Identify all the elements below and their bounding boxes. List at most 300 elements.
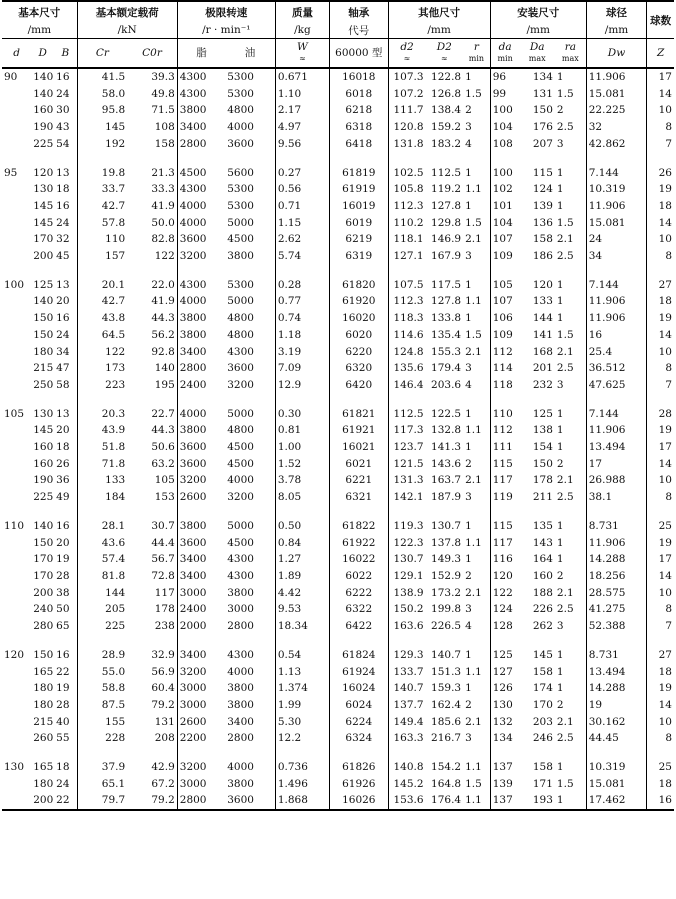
group-spacer xyxy=(2,153,674,165)
table-cell xyxy=(2,601,31,618)
table-cell: 153 xyxy=(127,489,177,506)
table-cell: 144 xyxy=(105,586,126,599)
table-cell: 4800 xyxy=(225,102,275,119)
table-cell: 127.1 xyxy=(393,250,424,263)
table-cell: 115 xyxy=(532,166,553,179)
col-d: d xyxy=(2,39,31,69)
table-cell: 226 xyxy=(532,603,553,616)
spacer-cell xyxy=(586,394,647,406)
table-cell: 43.9 xyxy=(101,424,126,437)
col-ra xyxy=(555,39,586,69)
table-cell: 11.906 xyxy=(586,422,647,439)
table-cell: 49.8 xyxy=(127,86,177,103)
table-cell: 158 xyxy=(532,665,553,678)
spacer-cell xyxy=(77,747,127,759)
table-cell: 65.1 xyxy=(101,777,126,790)
table-cell: 16019 xyxy=(330,198,388,215)
table-cell: 24 xyxy=(54,215,77,232)
spacer-cell xyxy=(330,153,388,165)
table-cell: 8 xyxy=(665,250,672,263)
table-row xyxy=(2,406,674,423)
table-cell: 3 xyxy=(463,119,490,136)
table-cell: 173 xyxy=(105,362,126,375)
table-cell: 12.9 xyxy=(275,377,329,394)
table-row xyxy=(2,215,674,232)
table-cell: 1.1 xyxy=(463,422,490,439)
spacer-cell xyxy=(275,747,329,759)
table-cell: 2 xyxy=(463,568,490,585)
table-cell: 14.288 xyxy=(586,680,647,697)
table-row xyxy=(2,327,674,344)
table-cell: 1.10 xyxy=(275,86,329,103)
table-cell: 42.7 xyxy=(101,199,126,212)
table-cell: 228 xyxy=(105,732,126,745)
table-cell: 138.9 xyxy=(393,586,424,599)
table-cell: 20.1 xyxy=(101,278,126,291)
table-cell: 1 xyxy=(463,647,490,664)
table-row xyxy=(2,86,674,103)
table-cell: 28 xyxy=(54,568,77,585)
table-cell: 144 xyxy=(532,312,553,325)
table-cell: 25.4 xyxy=(586,344,647,361)
spacer-cell xyxy=(31,394,54,406)
table-cell: 58.0 xyxy=(101,87,126,100)
spacer-cell xyxy=(127,394,177,406)
table-cell xyxy=(2,310,31,327)
table-cell: 4300 xyxy=(179,278,207,291)
col-r-sub: min xyxy=(468,54,485,63)
table-row xyxy=(2,277,674,294)
table-cell: 137 xyxy=(492,761,513,774)
table-cell: 3800 xyxy=(179,519,207,532)
table-cell: 117 xyxy=(492,536,513,549)
table-cell: 107 xyxy=(492,233,513,246)
install-size-header: 安装尺寸 xyxy=(490,1,586,22)
table-cell: 9.56 xyxy=(275,136,329,153)
table-cell: 3600 xyxy=(225,792,275,810)
table-cell: 183.2 xyxy=(431,137,462,150)
table-cell: 155.3 xyxy=(431,345,462,358)
table-cell: 61819 xyxy=(330,165,388,182)
col-D: D xyxy=(31,39,54,69)
table-cell xyxy=(2,535,31,552)
table-cell: 16 xyxy=(586,327,647,344)
table-row xyxy=(2,377,674,394)
table-cell: 1.496 xyxy=(275,776,329,793)
table-cell: 6019 xyxy=(330,215,388,232)
table-cell: 168 xyxy=(532,345,553,358)
table-cell: 131.8 xyxy=(393,137,424,150)
bearing-table xyxy=(2,0,674,811)
bearing-code-header: 轴承 xyxy=(330,1,388,22)
table-cell: 136 xyxy=(532,216,553,229)
spacer-cell xyxy=(54,747,77,759)
table-cell: 110 xyxy=(492,407,513,420)
table-cell: 6324 xyxy=(330,730,388,747)
table-cell: 41.275 xyxy=(586,601,647,618)
table-cell: 52.388 xyxy=(586,618,647,635)
table-cell xyxy=(2,231,31,248)
group-spacer xyxy=(2,394,674,406)
group-spacer xyxy=(2,635,674,647)
spacer-cell xyxy=(127,153,177,165)
table-cell: 111 xyxy=(492,441,513,454)
spacer-cell xyxy=(2,265,31,277)
table-cell: 1.5 xyxy=(463,215,490,232)
table-cell: 61922 xyxy=(330,535,388,552)
table-cell: 5000 xyxy=(225,518,275,535)
table-cell xyxy=(2,792,31,810)
spacer-cell xyxy=(519,506,554,518)
table-cell: 170 xyxy=(33,553,54,566)
table-cell: 150 xyxy=(33,648,54,661)
table-row xyxy=(2,535,674,552)
spacer-cell xyxy=(490,635,519,647)
table-cell: 0.50 xyxy=(275,518,329,535)
table-cell: 7.144 xyxy=(586,165,647,182)
table-cell: 223 xyxy=(105,378,126,391)
table-cell: 180 xyxy=(33,345,54,358)
spacer-cell xyxy=(275,394,329,406)
table-cell: 5000 xyxy=(225,293,275,310)
table-cell: 143 xyxy=(532,536,553,549)
table-cell: 1.15 xyxy=(275,215,329,232)
table-cell: 2.1 xyxy=(555,472,586,489)
table-cell: 110 xyxy=(4,519,25,532)
col-oil: 油 xyxy=(225,39,275,69)
table-cell: 149.4 xyxy=(393,715,424,728)
table-cell: 107 xyxy=(492,295,513,308)
table-cell xyxy=(2,439,31,456)
table-row xyxy=(2,759,674,776)
table-cell: 205 xyxy=(105,603,126,616)
other-size-unit: /mm xyxy=(388,22,490,39)
table-cell: 186 xyxy=(532,250,553,263)
table-row xyxy=(2,730,674,747)
col-Cr: Cr xyxy=(77,39,127,69)
table-cell: 7.144 xyxy=(586,406,647,423)
table-cell: 102 xyxy=(492,183,513,196)
table-cell: 0.30 xyxy=(275,406,329,423)
table-cell: 122 xyxy=(127,248,177,265)
table-row xyxy=(2,360,674,377)
table-cell: 226.5 xyxy=(431,620,462,633)
table-cell: 3000 xyxy=(225,601,275,618)
table-cell: 16 xyxy=(54,68,77,86)
table-row xyxy=(2,344,674,361)
spacer-cell xyxy=(555,265,586,277)
table-cell: 135 xyxy=(532,519,553,532)
table-cell: 4500 xyxy=(225,535,275,552)
spacer-cell xyxy=(31,153,54,165)
table-cell: 25 xyxy=(658,519,672,532)
table-cell: 4000 xyxy=(179,295,207,308)
col-W-label: W xyxy=(297,41,308,53)
table-cell: 145 xyxy=(532,648,553,661)
spacer-cell xyxy=(647,747,674,759)
table-cell: 111.7 xyxy=(393,104,424,117)
table-cell: 38 xyxy=(54,585,77,602)
table-cell: 137.8 xyxy=(431,536,462,549)
table-cell: 3400 xyxy=(179,121,207,134)
spacer-cell xyxy=(463,394,490,406)
table-cell xyxy=(2,489,31,506)
table-cell: 246 xyxy=(532,732,553,745)
table-cell: 55 xyxy=(54,730,77,747)
table-cell: 3 xyxy=(463,360,490,377)
table-cell: 1 xyxy=(555,680,586,697)
spacer-cell xyxy=(330,635,388,647)
table-cell: 140 xyxy=(33,519,54,532)
spacer-cell xyxy=(555,394,586,406)
table-cell: 129.1 xyxy=(393,569,424,582)
table-cell: 95 xyxy=(4,166,18,179)
table-cell: 6320 xyxy=(330,360,388,377)
table-cell: 188 xyxy=(532,586,553,599)
table-cell: 167.9 xyxy=(431,250,462,263)
table-cell: 6418 xyxy=(330,136,388,153)
spacer-cell xyxy=(555,506,586,518)
table-cell: 115 xyxy=(492,457,513,470)
table-cell: 14 xyxy=(658,216,672,229)
table-cell: 2.1 xyxy=(555,231,586,248)
table-cell: 3800 xyxy=(179,328,207,341)
table-cell: 215 xyxy=(33,715,54,728)
mass-unit: /kg xyxy=(275,22,329,39)
table-cell: 119 xyxy=(492,491,513,504)
spacer-cell xyxy=(463,635,490,647)
table-cell: 100 xyxy=(492,166,513,179)
table-cell: 130 xyxy=(492,698,513,711)
table-cell: 3400 xyxy=(225,714,275,731)
install-size-unit: /mm xyxy=(490,22,586,39)
table-cell: 16018 xyxy=(330,68,388,86)
table-cell: 127.8 xyxy=(431,295,462,308)
table-cell: 146.4 xyxy=(393,378,424,391)
table-cell: 3400 xyxy=(179,569,207,582)
table-cell: 112 xyxy=(492,424,513,437)
table-cell: 158 xyxy=(532,761,553,774)
spacer-cell xyxy=(31,265,54,277)
table-row xyxy=(2,136,674,153)
table-cell: 71.5 xyxy=(127,102,177,119)
table-cell: 41.9 xyxy=(127,198,177,215)
spacer-cell xyxy=(426,265,464,277)
table-cell: 140.7 xyxy=(393,682,424,695)
spacer-cell xyxy=(330,506,388,518)
table-cell: 3800 xyxy=(179,424,207,437)
table-cell: 122.3 xyxy=(393,536,424,549)
table-cell: 1 xyxy=(555,293,586,310)
col-d2 xyxy=(388,39,426,69)
table-cell: 20 xyxy=(54,293,77,310)
table-cell: 170 xyxy=(532,698,553,711)
spacer-cell xyxy=(77,394,127,406)
table-cell: 157 xyxy=(105,250,126,263)
table-cell: 101 xyxy=(492,199,513,212)
table-cell: 1.5 xyxy=(555,215,586,232)
table-cell: 1 xyxy=(555,759,586,776)
table-cell: 145 xyxy=(33,216,54,229)
table-cell: 184 xyxy=(105,491,126,504)
table-cell: 61921 xyxy=(330,422,388,439)
table-cell: 26 xyxy=(658,166,672,179)
table-cell: 116 xyxy=(492,553,513,566)
table-cell: 4000 xyxy=(225,759,275,776)
spacer-cell xyxy=(426,635,464,647)
table-cell: 13 xyxy=(54,406,77,423)
table-cell: 6318 xyxy=(330,119,388,136)
spacer-cell xyxy=(275,265,329,277)
basic-size-unit: /mm xyxy=(2,22,77,39)
table-cell: 139 xyxy=(532,199,553,212)
table-row xyxy=(2,664,674,681)
table-cell: 5.30 xyxy=(275,714,329,731)
spacer-cell xyxy=(388,394,426,406)
spacer-cell xyxy=(225,394,275,406)
load-rating-header: 基本额定载荷 xyxy=(77,1,177,22)
table-cell: 200 xyxy=(33,586,54,599)
table-cell: 24 xyxy=(54,86,77,103)
table-cell: 3000 xyxy=(179,682,207,695)
table-cell: 30.7 xyxy=(127,518,177,535)
table-cell: 135.6 xyxy=(393,362,424,375)
table-cell: 100 xyxy=(4,278,25,291)
table-cell: 180 xyxy=(33,682,54,695)
table-cell: 22 xyxy=(54,792,77,810)
table-cell: 122.5 xyxy=(431,407,462,420)
table-cell: 112 xyxy=(492,345,513,358)
table-cell: 6221 xyxy=(330,472,388,489)
table-cell: 8 xyxy=(665,732,672,745)
spacer-cell xyxy=(177,635,225,647)
table-cell: 109 xyxy=(492,250,513,263)
table-cell: 44.45 xyxy=(586,730,647,747)
table-cell: 131 xyxy=(532,87,553,100)
table-cell: 8 xyxy=(665,491,672,504)
table-cell xyxy=(2,215,31,232)
table-cell: 200 xyxy=(33,250,54,263)
table-cell xyxy=(2,697,31,714)
table-cell: 232 xyxy=(532,378,553,391)
table-row xyxy=(2,68,674,86)
table-cell: 16021 xyxy=(330,439,388,456)
table-cell: 152.9 xyxy=(431,569,462,582)
table-cell: 0.736 xyxy=(275,759,329,776)
table-cell: 41.9 xyxy=(127,293,177,310)
spacer-cell xyxy=(2,506,31,518)
table-cell xyxy=(2,86,31,103)
table-cell: 1 xyxy=(555,551,586,568)
col-Z: Z xyxy=(647,39,674,69)
table-cell: 61824 xyxy=(330,647,388,664)
col-Da-label: Da xyxy=(529,41,545,53)
spacer-cell xyxy=(388,265,426,277)
table-cell: 1.1 xyxy=(463,759,490,776)
table-cell: 28.1 xyxy=(101,519,126,532)
table-cell: 4.97 xyxy=(275,119,329,136)
col-D2 xyxy=(426,39,464,69)
table-cell: 121.5 xyxy=(393,457,424,470)
table-cell: 262 xyxy=(532,620,553,633)
table-cell: 110.2 xyxy=(393,216,424,229)
table-cell: 163.3 xyxy=(393,732,424,745)
table-cell: 5600 xyxy=(225,165,275,182)
table-cell: 162.4 xyxy=(431,698,462,711)
table-cell: 150 xyxy=(532,104,553,117)
table-cell: 15.081 xyxy=(586,776,647,793)
spacer-cell xyxy=(77,506,127,518)
table-cell: 4000 xyxy=(225,472,275,489)
spacer-cell xyxy=(426,153,464,165)
table-cell: 0.77 xyxy=(275,293,329,310)
table-cell: 129.8 xyxy=(431,216,462,229)
table-cell: 17 xyxy=(658,553,672,566)
table-cell: 179.4 xyxy=(431,362,462,375)
table-cell: 160 xyxy=(33,457,54,470)
table-cell xyxy=(2,472,31,489)
table-cell: 67.2 xyxy=(127,776,177,793)
table-cell: 7.09 xyxy=(275,360,329,377)
table-cell: 45 xyxy=(54,248,77,265)
table-cell: 2 xyxy=(555,568,586,585)
table-header xyxy=(2,1,674,68)
table-cell: 1 xyxy=(555,647,586,664)
table-cell: 50.0 xyxy=(127,215,177,232)
spacer-cell xyxy=(490,506,519,518)
table-cell: 129.3 xyxy=(393,648,424,661)
table-cell: 132 xyxy=(492,715,513,728)
table-cell: 145.2 xyxy=(393,777,424,790)
table-row xyxy=(2,714,674,731)
table-cell: 4000 xyxy=(179,216,207,229)
table-cell: 28.9 xyxy=(101,648,126,661)
table-cell: 174 xyxy=(532,682,553,695)
table-row xyxy=(2,568,674,585)
table-cell: 118.1 xyxy=(393,233,424,246)
spacer-cell xyxy=(463,265,490,277)
table-cell: 30 xyxy=(54,102,77,119)
table-cell: 1 xyxy=(555,406,586,423)
table-cell: 3800 xyxy=(225,680,275,697)
table-cell: 150 xyxy=(33,312,54,325)
table-cell: 13.494 xyxy=(586,439,647,456)
table-cell: 180 xyxy=(33,777,54,790)
table-cell: 102.5 xyxy=(393,166,424,179)
table-cell: 178 xyxy=(127,601,177,618)
table-cell: 122.8 xyxy=(431,71,462,83)
table-cell: 1 xyxy=(555,198,586,215)
table-row xyxy=(2,601,674,618)
table-cell: 34 xyxy=(54,344,77,361)
table-cell: 81.8 xyxy=(101,569,126,582)
table-cell: 2800 xyxy=(179,362,207,375)
spacer-cell xyxy=(2,635,31,647)
spacer-cell xyxy=(586,153,647,165)
table-cell: 2.5 xyxy=(555,248,586,265)
spacer-cell xyxy=(177,265,225,277)
table-cell: 104 xyxy=(492,121,513,134)
table-cell: 107.5 xyxy=(393,278,424,291)
table-cell: 6021 xyxy=(330,456,388,473)
table-cell: 1.27 xyxy=(275,551,329,568)
table-cell: 20 xyxy=(54,422,77,439)
table-cell: 208 xyxy=(127,730,177,747)
table-cell: 4000 xyxy=(179,199,207,212)
table-cell: 64.5 xyxy=(101,328,126,341)
col-da xyxy=(490,39,519,69)
table-cell: 1 xyxy=(555,165,586,182)
